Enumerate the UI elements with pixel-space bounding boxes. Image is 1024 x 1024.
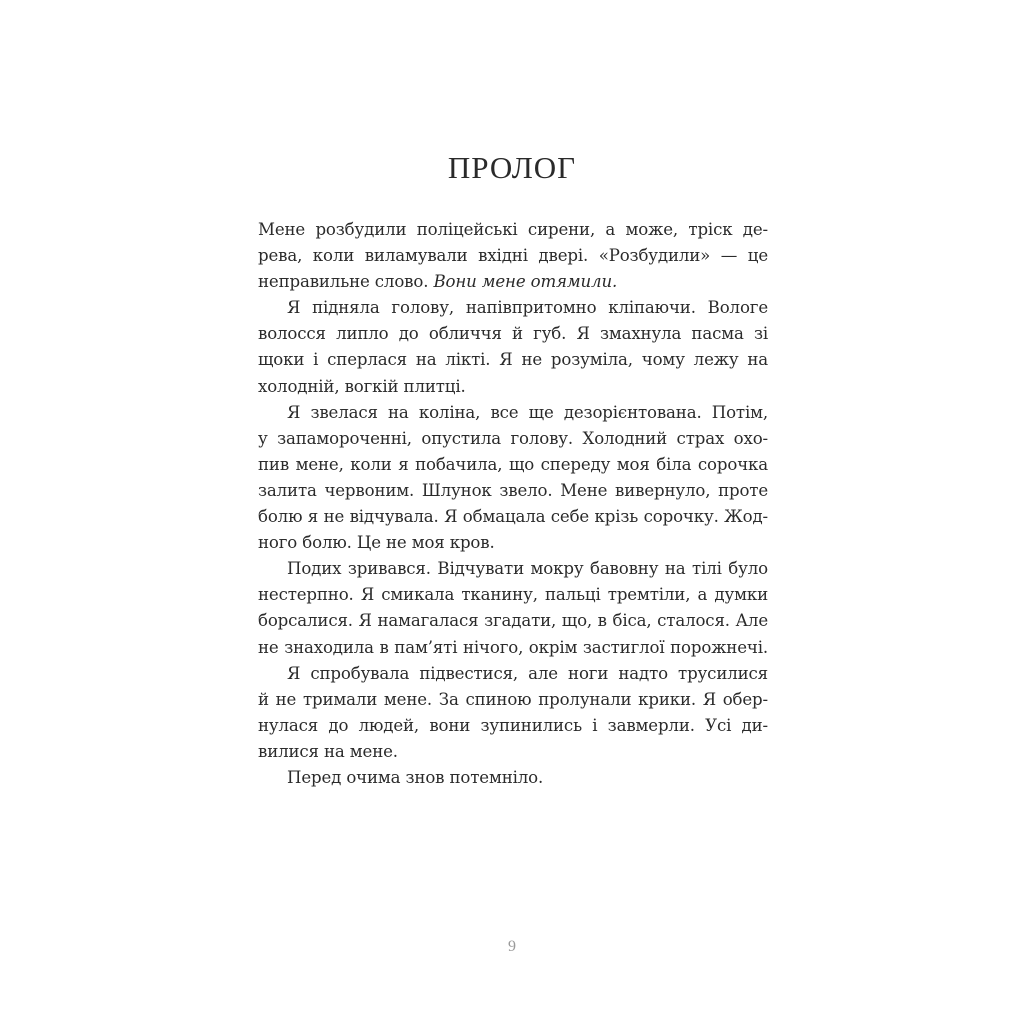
text-line: Я спробувала підвестися, але ноги надто трусилися: [287, 663, 768, 683]
italic-text: Вони мене отямили.: [433, 272, 618, 292]
text-line: Перед очима знов потемніло.: [287, 767, 544, 787]
text-line: щоки і сперлася на лікті. Я не розуміла, чому лежу на: [258, 350, 768, 370]
text-line: рева, коли виламували вхідні двері. «Розбудили» — це: [258, 246, 768, 266]
text-line: болю я не відчувала. Я обмацала себе крізь сорочку. Жод-: [258, 507, 768, 527]
text-line: Подих зривався. Відчувати мокру бавовну на тілі було: [287, 559, 768, 579]
text-line: ного болю. Це не моя кров.: [258, 533, 495, 553]
text-line: Я підняла голову, напівпритомно кліпаючи. Вологе: [287, 298, 768, 318]
text-line: вилися на мене.: [258, 741, 398, 761]
text-line: Я звелася на коліна, все ще дезорієнтована. Потім,: [287, 402, 768, 422]
paragraph: [258, 661, 768, 765]
text-line: пив мене, коли я побачила, що спереду моя біла сорочка: [258, 454, 768, 474]
text-line: [258, 269, 768, 295]
paragraph: [258, 556, 768, 660]
text-run: неправильне слово.: [258, 272, 434, 292]
paragraph: [258, 400, 768, 557]
paragraph: [258, 765, 768, 791]
text-line: не знаходила в пам’яті нічого, окрім застиглої порожнечі.: [258, 637, 768, 657]
body-text: [258, 217, 768, 791]
text-line: борсалися. Я намагалася згадати, що, в біса, сталося. Але: [258, 611, 768, 631]
paragraph: [258, 217, 768, 295]
chapter-title: ПРОЛОГ: [447, 150, 577, 185]
paragraph: [258, 295, 768, 399]
text-line: у запамороченні, опустила голову. Холодний страх охо-: [258, 428, 768, 448]
text-line: нулася до людей, вони зупинились і завмерли. Усі ди-: [258, 715, 768, 735]
text-line: нестерпно. Я смикала тканину, пальці тремтіли, а думки: [258, 585, 768, 605]
text-line: холодній, вогкій плитці.: [258, 376, 466, 396]
text-line: Мене розбудили поліцейські сирени, а може, тріск де-: [258, 220, 768, 239]
text-line: залита червоним. Шлунок звело. Мене вивернуло, проте: [258, 480, 768, 500]
text-line: волосся липло до обличчя й губ. Я змахнула пасма зі: [258, 324, 768, 344]
text-line: й не тримали мене. За спиною пролунали крики. Я обер-: [258, 689, 768, 709]
page-number: 9: [508, 938, 516, 955]
